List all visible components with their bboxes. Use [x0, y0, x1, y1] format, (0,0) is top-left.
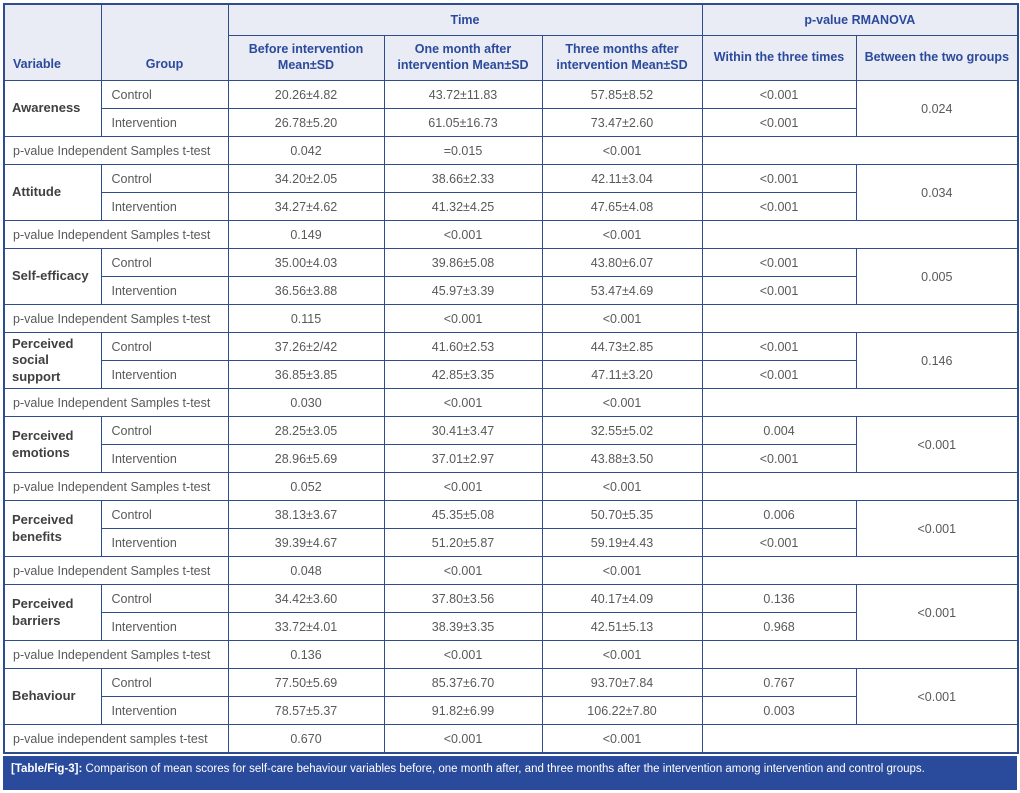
cell-within: <0.001	[702, 529, 856, 557]
variable-name: Attitude	[4, 165, 101, 221]
cell-before: 0.030	[228, 389, 384, 417]
cell-one-month: 41.60±2.53	[384, 333, 542, 361]
ttest-label: p-value Independent Samples t-test	[4, 389, 228, 417]
ttest-label: p-value Independent Samples t-test	[4, 641, 228, 669]
cell-before: 35.00±4.03	[228, 249, 384, 277]
cell-within: <0.001	[702, 333, 856, 361]
cell-before: 0.149	[228, 221, 384, 249]
table-row	[4, 669, 1018, 697]
cell-within: 0.006	[702, 501, 856, 529]
cell-one-month: 41.32±4.25	[384, 193, 542, 221]
table-row	[4, 81, 1018, 109]
ttest-empty-cell	[702, 389, 1018, 417]
table-row	[4, 501, 1018, 529]
group-label: Intervention	[101, 529, 228, 557]
cell-within: <0.001	[702, 165, 856, 193]
caption-tag: [Table/Fig-3]:	[11, 763, 83, 775]
variable-name: Awareness	[4, 81, 101, 137]
ttest-empty-cell	[702, 557, 1018, 585]
cell-three-months: 53.47±4.69	[542, 277, 702, 305]
cell-three-months: 43.88±3.50	[542, 445, 702, 473]
cell-three-months: <0.001	[542, 725, 702, 754]
cell-three-months: <0.001	[542, 473, 702, 501]
cell-between: 0.024	[856, 81, 1018, 137]
ttest-label: p-value Independent Samples t-test	[4, 221, 228, 249]
cell-three-months: 43.80±6.07	[542, 249, 702, 277]
cell-before: 34.20±2.05	[228, 165, 384, 193]
ttest-label: p-value independent samples t-test	[4, 725, 228, 754]
ttest-row	[4, 557, 1018, 585]
cell-before: 39.39±4.67	[228, 529, 384, 557]
cell-three-months: 40.17±4.09	[542, 585, 702, 613]
cell-one-month: <0.001	[384, 725, 542, 754]
variable-name: Self-efficacy	[4, 249, 101, 305]
cell-three-months: 50.70±5.35	[542, 501, 702, 529]
cell-three-months: 106.22±7.80	[542, 697, 702, 725]
cell-one-month: <0.001	[384, 641, 542, 669]
cell-three-months: 93.70±7.84	[542, 669, 702, 697]
ttest-empty-cell	[702, 725, 1018, 754]
cell-between: 0.005	[856, 249, 1018, 305]
cell-one-month: 39.86±5.08	[384, 249, 542, 277]
ttest-label: p-value Independent Samples t-test	[4, 473, 228, 501]
cell-one-month: 30.41±3.47	[384, 417, 542, 445]
cell-before: 78.57±5.37	[228, 697, 384, 725]
cell-one-month: 37.80±3.56	[384, 585, 542, 613]
cell-within: <0.001	[702, 109, 856, 137]
cell-before: 38.13±3.67	[228, 501, 384, 529]
group-label: Control	[101, 249, 228, 277]
group-label: Intervention	[101, 697, 228, 725]
cell-one-month: <0.001	[384, 221, 542, 249]
cell-one-month: <0.001	[384, 473, 542, 501]
cell-within: 0.004	[702, 417, 856, 445]
group-label: Intervention	[101, 361, 228, 389]
ttest-empty-cell	[702, 473, 1018, 501]
cell-between: <0.001	[856, 501, 1018, 557]
cell-between: 0.146	[856, 333, 1018, 389]
cell-before: 77.50±5.69	[228, 669, 384, 697]
ttest-row	[4, 641, 1018, 669]
cell-before: 34.42±3.60	[228, 585, 384, 613]
cell-one-month: 38.66±2.33	[384, 165, 542, 193]
cell-within: <0.001	[702, 81, 856, 109]
group-label: Control	[101, 165, 228, 193]
cell-before: 0.136	[228, 641, 384, 669]
figure-caption	[3, 756, 1017, 790]
variable-name: Perceived social support	[4, 333, 101, 389]
cell-between: <0.001	[856, 669, 1018, 725]
cell-one-month: 45.97±3.39	[384, 277, 542, 305]
cell-three-months: 42.11±3.04	[542, 165, 702, 193]
ttest-label: p-value Independent Samples t-test	[4, 305, 228, 333]
cell-three-months: 42.51±5.13	[542, 613, 702, 641]
cell-three-months: <0.001	[542, 389, 702, 417]
data-table	[3, 3, 1019, 754]
cell-one-month: 43.72±11.83	[384, 81, 542, 109]
ttest-row	[4, 473, 1018, 501]
cell-within: 0.136	[702, 585, 856, 613]
cell-before: 28.25±3.05	[228, 417, 384, 445]
col-header-group: Group	[101, 4, 228, 81]
cell-one-month: 42.85±3.35	[384, 361, 542, 389]
cell-before: 0.115	[228, 305, 384, 333]
cell-before: 26.78±5.20	[228, 109, 384, 137]
group-label: Intervention	[101, 193, 228, 221]
col-header-three-months: Three months after intervention Mean±SD	[542, 36, 702, 81]
cell-one-month: <0.001	[384, 557, 542, 585]
group-label: Control	[101, 585, 228, 613]
cell-before: 36.85±3.85	[228, 361, 384, 389]
cell-three-months: 47.11±3.20	[542, 361, 702, 389]
group-label: Intervention	[101, 445, 228, 473]
table-row	[4, 165, 1018, 193]
cell-one-month: 51.20±5.87	[384, 529, 542, 557]
group-label: Control	[101, 669, 228, 697]
cell-three-months: <0.001	[542, 305, 702, 333]
cell-before: 28.96±5.69	[228, 445, 384, 473]
cell-three-months: 47.65±4.08	[542, 193, 702, 221]
cell-within: <0.001	[702, 445, 856, 473]
group-label: Intervention	[101, 277, 228, 305]
cell-within: 0.968	[702, 613, 856, 641]
cell-before: 0.052	[228, 473, 384, 501]
cell-three-months: <0.001	[542, 137, 702, 165]
cell-within: <0.001	[702, 193, 856, 221]
cell-one-month: =0.015	[384, 137, 542, 165]
col-group-time: Time	[228, 4, 702, 36]
ttest-empty-cell	[702, 221, 1018, 249]
ttest-empty-cell	[702, 641, 1018, 669]
variable-name: Perceived emotions	[4, 417, 101, 473]
cell-within: 0.767	[702, 669, 856, 697]
col-header-one-month: One month after intervention Mean±SD	[384, 36, 542, 81]
cell-within: <0.001	[702, 361, 856, 389]
cell-three-months: <0.001	[542, 221, 702, 249]
variable-name: Perceived benefits	[4, 501, 101, 557]
table-row	[4, 249, 1018, 277]
cell-before: 0.670	[228, 725, 384, 754]
col-header-between: Between the two groups	[856, 36, 1018, 81]
cell-one-month: 91.82±6.99	[384, 697, 542, 725]
cell-one-month: 38.39±3.35	[384, 613, 542, 641]
cell-one-month: 85.37±6.70	[384, 669, 542, 697]
cell-one-month: 45.35±5.08	[384, 501, 542, 529]
variable-name: Perceived barriers	[4, 585, 101, 641]
group-label: Control	[101, 501, 228, 529]
col-header-within: Within the three times	[702, 36, 856, 81]
cell-before: 20.26±4.82	[228, 81, 384, 109]
cell-between: <0.001	[856, 585, 1018, 641]
ttest-row	[4, 221, 1018, 249]
ttest-row	[4, 137, 1018, 165]
col-header-variable: Variable	[4, 4, 101, 81]
cell-between: 0.034	[856, 165, 1018, 221]
table-row	[4, 417, 1018, 445]
ttest-label: p-value Independent Samples t-test	[4, 137, 228, 165]
caption-text: Comparison of mean scores for self-care behaviour variables before, one month after, and three months after the intervention among intervention and control groups.	[82, 763, 925, 775]
cell-three-months: 57.85±8.52	[542, 81, 702, 109]
cell-three-months: <0.001	[542, 641, 702, 669]
cell-before: 34.27±4.62	[228, 193, 384, 221]
variable-name: Behaviour	[4, 669, 101, 725]
ttest-empty-cell	[702, 305, 1018, 333]
group-label: Control	[101, 81, 228, 109]
group-label: Intervention	[101, 613, 228, 641]
ttest-row	[4, 389, 1018, 417]
cell-three-months: 44.73±2.85	[542, 333, 702, 361]
cell-three-months: 32.55±5.02	[542, 417, 702, 445]
group-label: Intervention	[101, 109, 228, 137]
cell-three-months: <0.001	[542, 557, 702, 585]
cell-between: <0.001	[856, 417, 1018, 473]
cell-one-month: 37.01±2.97	[384, 445, 542, 473]
cell-three-months: 59.19±4.43	[542, 529, 702, 557]
ttest-row	[4, 305, 1018, 333]
cell-before: 33.72±4.01	[228, 613, 384, 641]
ttest-empty-cell	[702, 137, 1018, 165]
cell-within: <0.001	[702, 249, 856, 277]
cell-within: <0.001	[702, 277, 856, 305]
cell-within: 0.003	[702, 697, 856, 725]
group-label: Control	[101, 333, 228, 361]
group-label: Control	[101, 417, 228, 445]
ttest-row	[4, 725, 1018, 754]
cell-three-months: 73.47±2.60	[542, 109, 702, 137]
cell-before: 0.042	[228, 137, 384, 165]
cell-one-month: <0.001	[384, 389, 542, 417]
table-row	[4, 333, 1018, 361]
cell-one-month: 61.05±16.73	[384, 109, 542, 137]
ttest-label: p-value Independent Samples t-test	[4, 557, 228, 585]
col-group-rmanova: p-value RMANOVA	[702, 4, 1018, 36]
cell-before: 0.048	[228, 557, 384, 585]
cell-one-month: <0.001	[384, 305, 542, 333]
cell-before: 37.26±2/42	[228, 333, 384, 361]
cell-before: 36.56±3.88	[228, 277, 384, 305]
col-header-before: Before intervention Mean±SD	[228, 36, 384, 81]
table-row	[4, 585, 1018, 613]
